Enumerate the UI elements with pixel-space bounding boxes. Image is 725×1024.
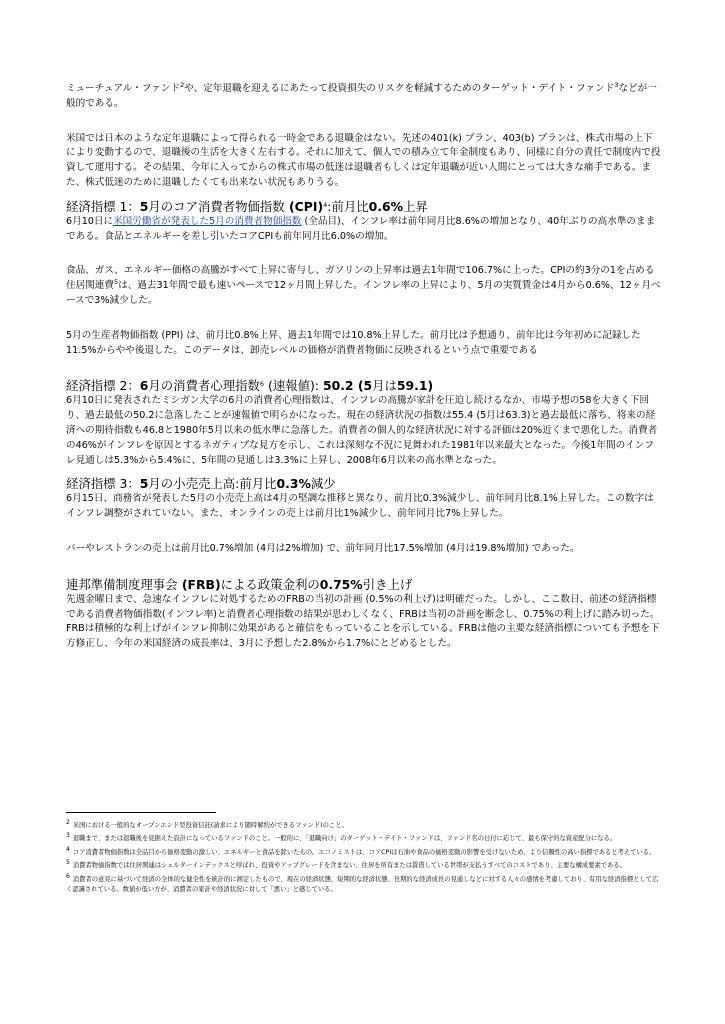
footnotes — [66, 812, 662, 898]
section-1-paragraph-1: 6月10日に米国労働省が発表した5月の消費者物価指数 (全品目)、インフレ率は前年同月比8.6%の増加となり、40年ぶりの高水準のままである。食品とエネルギーを差し引いたコアCPIも前年同月比6.0%の増加。 — [66, 215, 656, 242]
intro-paragraph-1 — [66, 82, 662, 112]
footnote-ref-4[interactable]: 4 — [323, 200, 328, 209]
intro-text: などが一般的である。 — [66, 83, 657, 109]
footnote-ref-5[interactable]: 5 — [113, 278, 119, 287]
section-3-paragraph-2: バーやレストランの売上は前月比0.7%増加 (4月は2%増加) で、前年同月比17.5%増加 (4月は19.8%増加) であった。 — [66, 542, 580, 554]
footnote-3: $^3$ 退職まで、または退職後を見据えた設計になっているファンドのこと。一般的に、「退職向け」のターゲット・デイト・ファンドは、ファンド名の日付に応じて、最も保守的な資産配分になる。 — [66, 832, 617, 843]
footnote-4: $^4$ コア消費者物価指数は全品目から価格変動の激しい、エネルギーと食品を除いたもの。エコノミストは、コアCPIは石油や食品の価格変動の影響を受けないため、より信頼性の高い指標であると考えている。 — [66, 845, 656, 856]
section-2-heading: 経済指標 2：6月の消費者心理指数$^6$ (速報値): 50.2 (5月は59.1) — [66, 378, 434, 394]
footnote-ref-2[interactable]: 2 — [180, 81, 185, 89]
intro-text: ミューチュアル・ファンド — [66, 83, 181, 94]
section-4-heading: 連邦準備制度理事会 (FRB)による政策金利の0.75%引き上げ — [66, 576, 413, 592]
intro-text: や、定年退職を迎えるにあたって投資損失のリスクを軽減するためのターゲット・デイト・ファンド — [184, 83, 615, 94]
footnote-6: $^6$ 消費者の意見に基づいて経済の全体的な健全性を統計的に測定したもので、現在の経済状態、短期的な経済状態、長期的な経済成長の見通しなどに対する人々の感情を考慮しており、有用な経済指標として広く認識されている。数値が低い方が、消費者の家計や経済状況に対して「悪い」と感じている。 — [66, 872, 659, 894]
footnote-ref-3[interactable]: 3 — [614, 81, 619, 89]
footnote-ref-6[interactable]: 6 — [259, 380, 265, 389]
section-3-heading: 経済指標 3：5月の小売売上高:前月比0.3%減少 — [66, 476, 336, 492]
section-3-paragraph-1: 6月15日、商務省が発表した5月の小売売上高は4月の堅調な推移と異なり、前月比0.3%減少し、前年同月比8.1%上昇した。この数字はインフレ調整がされていない。また、オンラインの売上は前月比1%減少し、前年同月比7%上昇した。 — [66, 493, 654, 520]
section-1-paragraph-2: 食品、ガス、エネルギー価格の高騰がすべて上昇に寄与し、ガソリンの上昇率は過去1年間で106.7%に上った。CPIの約3分の1を占める住居関連費$^5$は、過去31年間で最も速いペースで12ヶ月間上昇した。インフレ率の上昇により、5月の実質賃金は4月から0.6%、12ヶ月ベースで3%減少した。 — [66, 265, 661, 306]
intro-paragraph-2: 米国では日本のような定年退職によって得られる一時金である退職金はない。先述の401(k) プラン、403(b) プランは、株式市場の上下により変動するので、退職後の生活を大きく左右する。それに加えて、個人での積み立て年金制度もあり、同様に自分の責任で制度内で投資して運用する。その結果、今年に入ってからの株式市場の低迷は退職者もしくは定年退職が近い人間にとっては大きな痛手である。また、株式低迷のために退職したくても出来ない状況もありうる。 — [66, 132, 661, 188]
section-2-paragraph-1: 6月10日に発表されたミシガン大学の6月の消費者心理指数は、インフレの高騰が家計を圧迫し続けるなか、市場予想の58を大きく下回り、過去最低の50.2に急落したことが速報値で明らかになった。現在の経済状況の指数は55.4 (5月は63.3)と過去最低に落ち、将来の経済への期待指数も46.8と1980年5月以来の低水準に急落した。消費者の個人的な経済状況に対する評価は20%近くまで悪化した。消費者の46%がインフレを原因とするネガティブな見方を示し、これは深刻な不況に見舞われた1981年以来最大となった。今後1年間のインフレ見通しは5.3%から5.4%に、5年間の見通しは3.3%に上昇し、2008年6月以来の高水準となった。 — [66, 395, 658, 466]
footnote-divider — [66, 812, 216, 813]
section-1-heading: 経済指標 1：5月のコア消費者物価指数 (CPI)$^4$:前月比0.6%上昇 — [66, 198, 428, 214]
footnote-5: $^5$ 消費者物価指数では住居関連はシェルターインデックスと呼ばれ、投資やアップグレードを含まない、住居を所有または賃借している世帯が支払うすべてのコストであり、主要な構成要素である。 — [66, 859, 627, 870]
cpi-report-link[interactable]: 米国労働省が発表した5月の消費者物価指数 — [113, 215, 302, 227]
section-4-paragraph-1: 先週金曜日まで、急速なインフレに対処するためのFRBの当初の計画 (0.5%の利上げ)は明確だった。しかし、ここ数日、前述の経済指標である消費者物価指数(インフレ率)と消費者心理指数の結果が思わしくなく、FRBは当初の計画を断念し、0.75%の利上げに踏み切った。FRBは積極的な利上げがインフレ抑制に効果があると確信をもっていることを示している。FRBは他の主要な経済指標についても予想を下方修正し、今年の米国経済の成長率は、3月に予想した2.8%から1.7%にとどめるとした。 — [66, 593, 660, 650]
footnote-2: $^2$ 米国における一般的なオープンエンド型投資信託(請求により随時解約ができるファンド)のこと。 — [66, 819, 348, 829]
section-1-paragraph-3: 5月の生産者物価指数 (PPI) は、前月比0.8%上昇、過去1年間では10.8%上昇した。前月比は予想通り、前年比は今年初めに記録した11.5%からやや後退した。このデータは、卸売レベルの価格が消費者物価に反映されるという点で重要である — [66, 329, 641, 356]
document-body — [66, 82, 662, 652]
